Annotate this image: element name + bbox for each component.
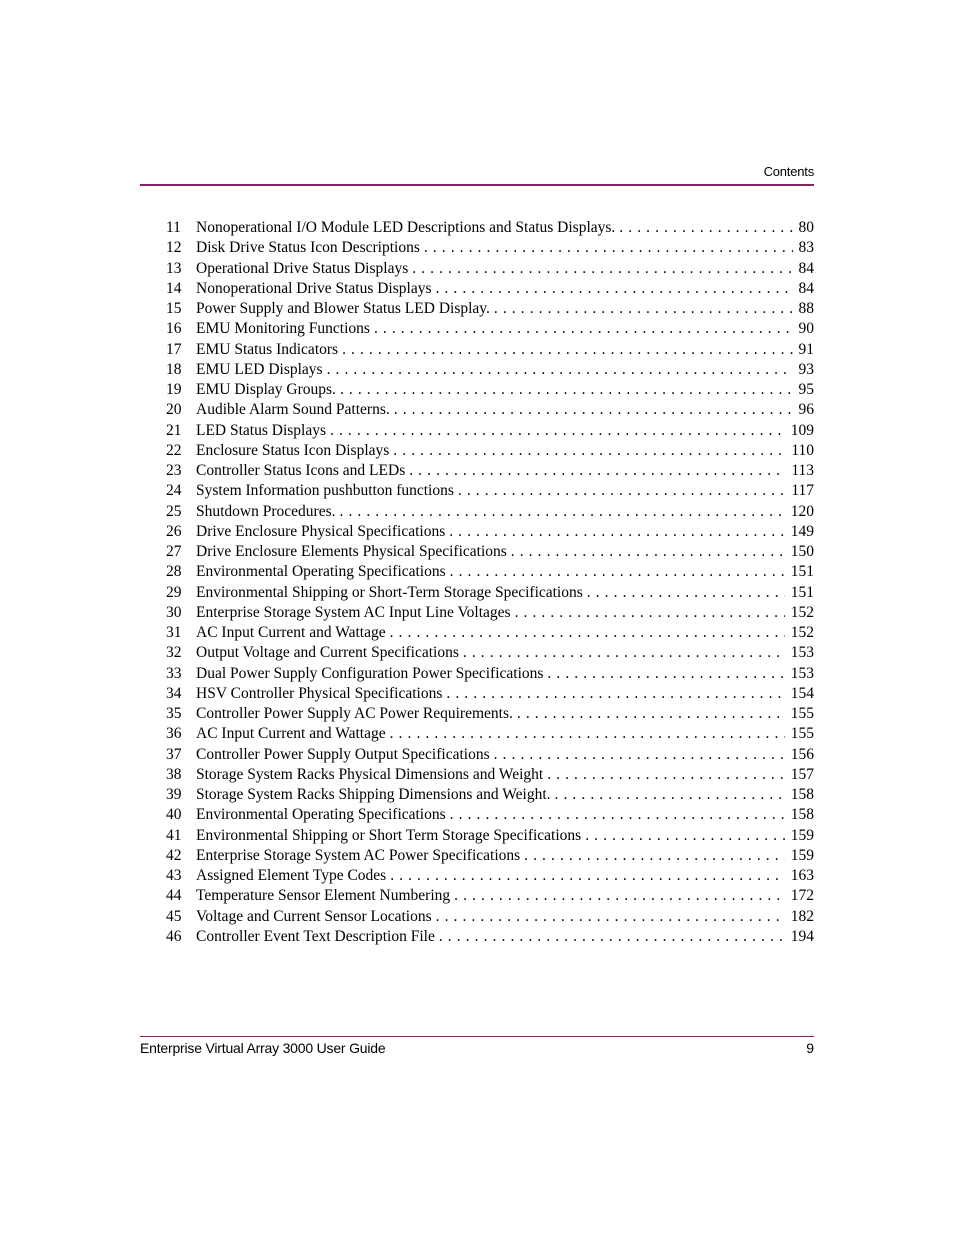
toc-entry-title[interactable]: EMU Status Indicators [196,340,339,358]
toc-entry-number: 37 [166,745,182,763]
toc-entry-title[interactable]: Dual Power Supply Configuration Power Specifications [196,664,544,682]
toc-entry-title[interactable]: Controller Status Icons and LEDs [196,462,406,479]
toc-entry-number: 30 [166,603,182,621]
running-head: Contents [763,164,814,179]
toc-dot-leader [390,725,785,743]
toc-entry-number: 29 [166,583,182,601]
toc-entry-page[interactable]: 120 [790,502,814,520]
toc-entry-page[interactable]: 155 [790,725,814,743]
toc-entry-title[interactable]: Controller Event Text Description File [196,927,435,945]
toc-dot-leader [330,422,785,440]
toc-entry-title[interactable]: Storage System Racks Physical Dimensions and Weight [196,765,544,783]
toc-entry-number: 18 [166,360,182,378]
toc-entry[interactable] [166,746,814,766]
toc-dot-leader [555,786,785,804]
toc-entry-number: 39 [166,786,182,803]
toc-dot-leader [327,361,793,379]
toc-entry-title[interactable]: Power Supply and Blower Status LED Display. [196,300,490,317]
toc-dot-leader [449,523,785,541]
toc-entry-page[interactable]: 156 [790,745,814,763]
toc-entry[interactable] [166,300,814,320]
toc-entry-page[interactable]: 96 [798,401,814,419]
toc-entry-page[interactable]: 95 [798,381,814,398]
toc-entry-title[interactable]: Enterprise Storage System AC Power Specifications [196,846,521,864]
toc-entry[interactable] [166,766,814,786]
toc-entry-page[interactable]: 149 [790,522,814,540]
toc-entry[interactable] [166,239,814,259]
toc-entry-number: 40 [166,806,182,824]
toc-entry[interactable] [166,381,814,401]
toc-dot-leader [374,320,793,338]
toc-dot-leader [393,442,785,460]
toc-entry[interactable] [166,644,814,664]
footer-title: Enterprise Virtual Array 3000 User Guide [140,1040,386,1056]
toc-dot-leader [340,381,793,399]
toc-entry[interactable] [166,604,814,624]
toc-entry-page[interactable]: 84 [798,279,814,297]
toc-entry-number: 31 [166,624,182,641]
toc-entry-title[interactable]: EMU LED Displays [196,360,323,378]
toc-entry-title[interactable]: Drive Enclosure Elements Physical Specifications [196,543,507,560]
toc-entry[interactable] [166,462,814,482]
toc-entry-number: 36 [166,725,182,743]
toc-entry-number: 22 [166,441,182,459]
header-rule [140,184,814,186]
toc-entry-title[interactable]: Voltage and Current Sensor Locations [196,907,432,925]
toc-entry-page[interactable]: 172 [790,887,814,905]
toc-entry-title[interactable]: Enclosure Status Icon Displays [196,441,390,459]
toc-entry-number: 45 [166,907,182,925]
toc-entry-number: 26 [166,522,182,540]
toc-entry[interactable] [166,503,814,523]
toc-entry[interactable] [166,847,814,867]
toc-entry-page[interactable]: 154 [790,684,814,702]
toc-entry[interactable] [166,219,814,239]
toc-entry[interactable] [166,928,814,948]
toc-entry-number: 32 [166,644,182,662]
toc-entry-title[interactable]: Controller Power Supply Output Specifications [196,745,490,763]
toc-entry-title[interactable]: Drive Enclosure Physical Specifications [196,522,446,540]
toc-entry-page[interactable]: 151 [790,583,814,601]
toc-entry-number: 21 [166,421,182,439]
toc-dot-leader [511,543,785,561]
toc-entry-title[interactable]: Nonoperational Drive Status Displays [196,279,432,297]
toc-entry[interactable] [166,584,814,604]
toc-dot-leader [424,239,793,257]
toc-entry-title[interactable]: HSV Controller Physical Specifications [196,684,443,702]
toc-entry-title[interactable]: Disk Drive Status Icon Descriptions [196,239,420,257]
toc-entry-page[interactable]: 159 [790,826,814,844]
toc-entry-title[interactable]: Environmental Operating Specifications [196,806,446,824]
toc-entry[interactable] [166,624,814,644]
toc-entry-page[interactable]: 93 [798,360,814,378]
toc-entry[interactable] [166,867,814,887]
toc-entry[interactable] [166,827,814,847]
toc-dot-leader [446,685,784,703]
toc-entry-title[interactable]: Output Voltage and Current Specifications [196,644,459,662]
toc-entry-number: 24 [166,482,182,500]
toc-entry-page[interactable]: 91 [798,340,814,358]
toc-dot-leader [390,867,785,885]
toc-dot-leader [340,503,785,521]
toc-entry-page[interactable]: 152 [790,603,814,621]
toc-entry-page[interactable]: 158 [790,806,814,824]
toc-entry-page[interactable]: 151 [790,563,814,581]
toc-entry-page[interactable]: 163 [790,867,814,884]
toc-entry-page[interactable]: 117 [791,482,814,500]
toc-dot-leader [454,887,785,905]
toc-entry-page[interactable]: 159 [790,846,814,864]
toc-entry-page[interactable]: 83 [798,239,814,257]
toc-entry[interactable] [166,685,814,705]
toc-dot-leader [517,705,785,723]
toc-entry-number: 27 [166,543,182,560]
toc-entry[interactable] [166,341,814,361]
toc-entry[interactable] [166,705,814,725]
toc-entry[interactable] [166,908,814,928]
toc-entry-title[interactable]: Temperature Sensor Element Numbering [196,887,451,905]
toc-entry-number: 14 [166,279,182,297]
toc-entry-page[interactable]: 153 [790,644,814,662]
toc-entry-number: 34 [166,684,182,702]
table-of-contents [166,219,814,948]
toc-entry-number: 28 [166,563,182,581]
toc-entry-title[interactable]: Storage System Racks Shipping Dimensions and Weight. [196,786,551,803]
toc-entry-number: 15 [166,300,182,317]
toc-entry[interactable] [166,422,814,442]
toc-dot-leader [547,766,785,784]
toc-entry-number: 25 [166,502,182,520]
toc-entry-number: 43 [166,867,182,884]
toc-entry-number: 19 [166,381,182,398]
footer-page-number: 9 [806,1040,814,1056]
toc-entry-number: 12 [166,239,182,257]
toc-entry[interactable] [166,563,814,583]
toc-entry-title[interactable]: Shutdown Procedures. [196,502,336,520]
toc-entry[interactable] [166,786,814,806]
toc-entry-title[interactable]: Controller Power Supply AC Power Requirements. [196,705,513,722]
toc-entry-page[interactable]: 90 [798,320,814,338]
toc-dot-leader [463,644,785,662]
toc-dot-leader [450,563,785,581]
toc-entry-number: 35 [166,705,182,722]
toc-entry-title[interactable]: Operational Drive Status Displays [196,259,409,277]
toc-entry-page[interactable]: 150 [790,543,814,560]
toc-entry-title[interactable]: Environmental Shipping or Short-Term Storage Specifications [196,583,583,601]
toc-dot-leader [587,584,785,602]
toc-dot-leader [394,401,793,419]
toc-dot-leader [412,260,792,278]
toc-entry[interactable] [166,543,814,563]
toc-entry-page[interactable]: 109 [790,421,814,439]
toc-entry-page[interactable]: 152 [790,624,814,641]
toc-entry[interactable] [166,361,814,381]
toc-entry-number: 23 [166,462,182,479]
toc-dot-leader [494,746,785,764]
toc-dot-leader [342,341,792,359]
toc-dot-leader [494,300,793,318]
toc-entry-page[interactable]: 88 [798,300,814,317]
toc-dot-leader [435,280,792,298]
toc-entry-title[interactable]: LED Status Displays [196,421,327,439]
toc-entry-number: 46 [166,927,182,945]
toc-entry-number: 16 [166,320,182,338]
toc-entry-title[interactable]: Assigned Element Type Codes [196,867,387,884]
toc-entry-number: 11 [166,219,181,236]
toc-entry-title[interactable]: EMU Monitoring Functions [196,320,370,338]
toc-dot-leader [439,928,785,946]
toc-entry-page[interactable]: 155 [790,705,814,722]
toc-dot-leader [450,806,785,824]
toc-entry-number: 13 [166,259,182,277]
toc-dot-leader [619,219,792,237]
toc-entry-number: 33 [166,664,182,682]
toc-dot-leader [585,827,785,845]
toc-entry-number: 17 [166,340,182,358]
toc-entry-title[interactable]: EMU Display Groups. [196,381,336,398]
toc-entry-page[interactable]: 113 [791,462,814,479]
toc-entry[interactable] [166,665,814,685]
toc-entry-number: 38 [166,765,182,783]
toc-dot-leader [390,624,785,642]
toc-entry[interactable] [166,887,814,907]
toc-entry-title[interactable]: Enterprise Storage System AC Input Line Voltages [196,603,511,621]
toc-entry-title[interactable]: Nonoperational I/O Module LED Descriptions and Status Displays. [196,219,616,236]
toc-entry-title[interactable]: Environmental Operating Specifications [196,563,446,581]
toc-entry-title[interactable]: System Information pushbutton functions [196,482,454,500]
toc-entry-page[interactable]: 84 [798,259,814,277]
toc-entry-page[interactable]: 158 [790,786,814,803]
toc-entry-page[interactable]: 80 [798,219,814,236]
toc-dot-leader [524,847,785,865]
toc-dot-leader [547,665,784,683]
toc-entry[interactable] [166,442,814,462]
toc-dot-leader [515,604,785,622]
toc-entry[interactable] [166,482,814,502]
toc-entry-page[interactable]: 194 [790,927,814,945]
toc-entry-page[interactable]: 153 [790,664,814,682]
toc-entry-title[interactable]: AC Input Current and Wattage [196,725,386,743]
toc-entry-page[interactable]: 157 [790,765,814,783]
toc-entry[interactable] [166,260,814,280]
toc-entry[interactable] [166,320,814,340]
toc-dot-leader [409,462,785,480]
toc-entry[interactable] [166,806,814,826]
toc-entry-title[interactable]: Audible Alarm Sound Patterns. [196,401,390,419]
footer-rule [140,1036,814,1037]
toc-entry[interactable] [166,725,814,745]
toc-entry-page[interactable]: 110 [791,441,814,459]
toc-dot-leader [458,482,785,500]
toc-entry-number: 42 [166,846,182,864]
toc-entry-number: 44 [166,887,182,905]
toc-entry[interactable] [166,401,814,421]
toc-dot-leader [436,908,785,926]
toc-entry-title[interactable]: Environmental Shipping or Short Term Storage Specifications [196,826,582,844]
toc-entry[interactable] [166,280,814,300]
toc-entry-title[interactable]: AC Input Current and Wattage [196,624,386,641]
toc-entry[interactable] [166,523,814,543]
toc-entry-number: 41 [166,826,182,844]
toc-entry-number: 20 [166,401,182,419]
toc-entry-page[interactable]: 182 [790,907,814,925]
